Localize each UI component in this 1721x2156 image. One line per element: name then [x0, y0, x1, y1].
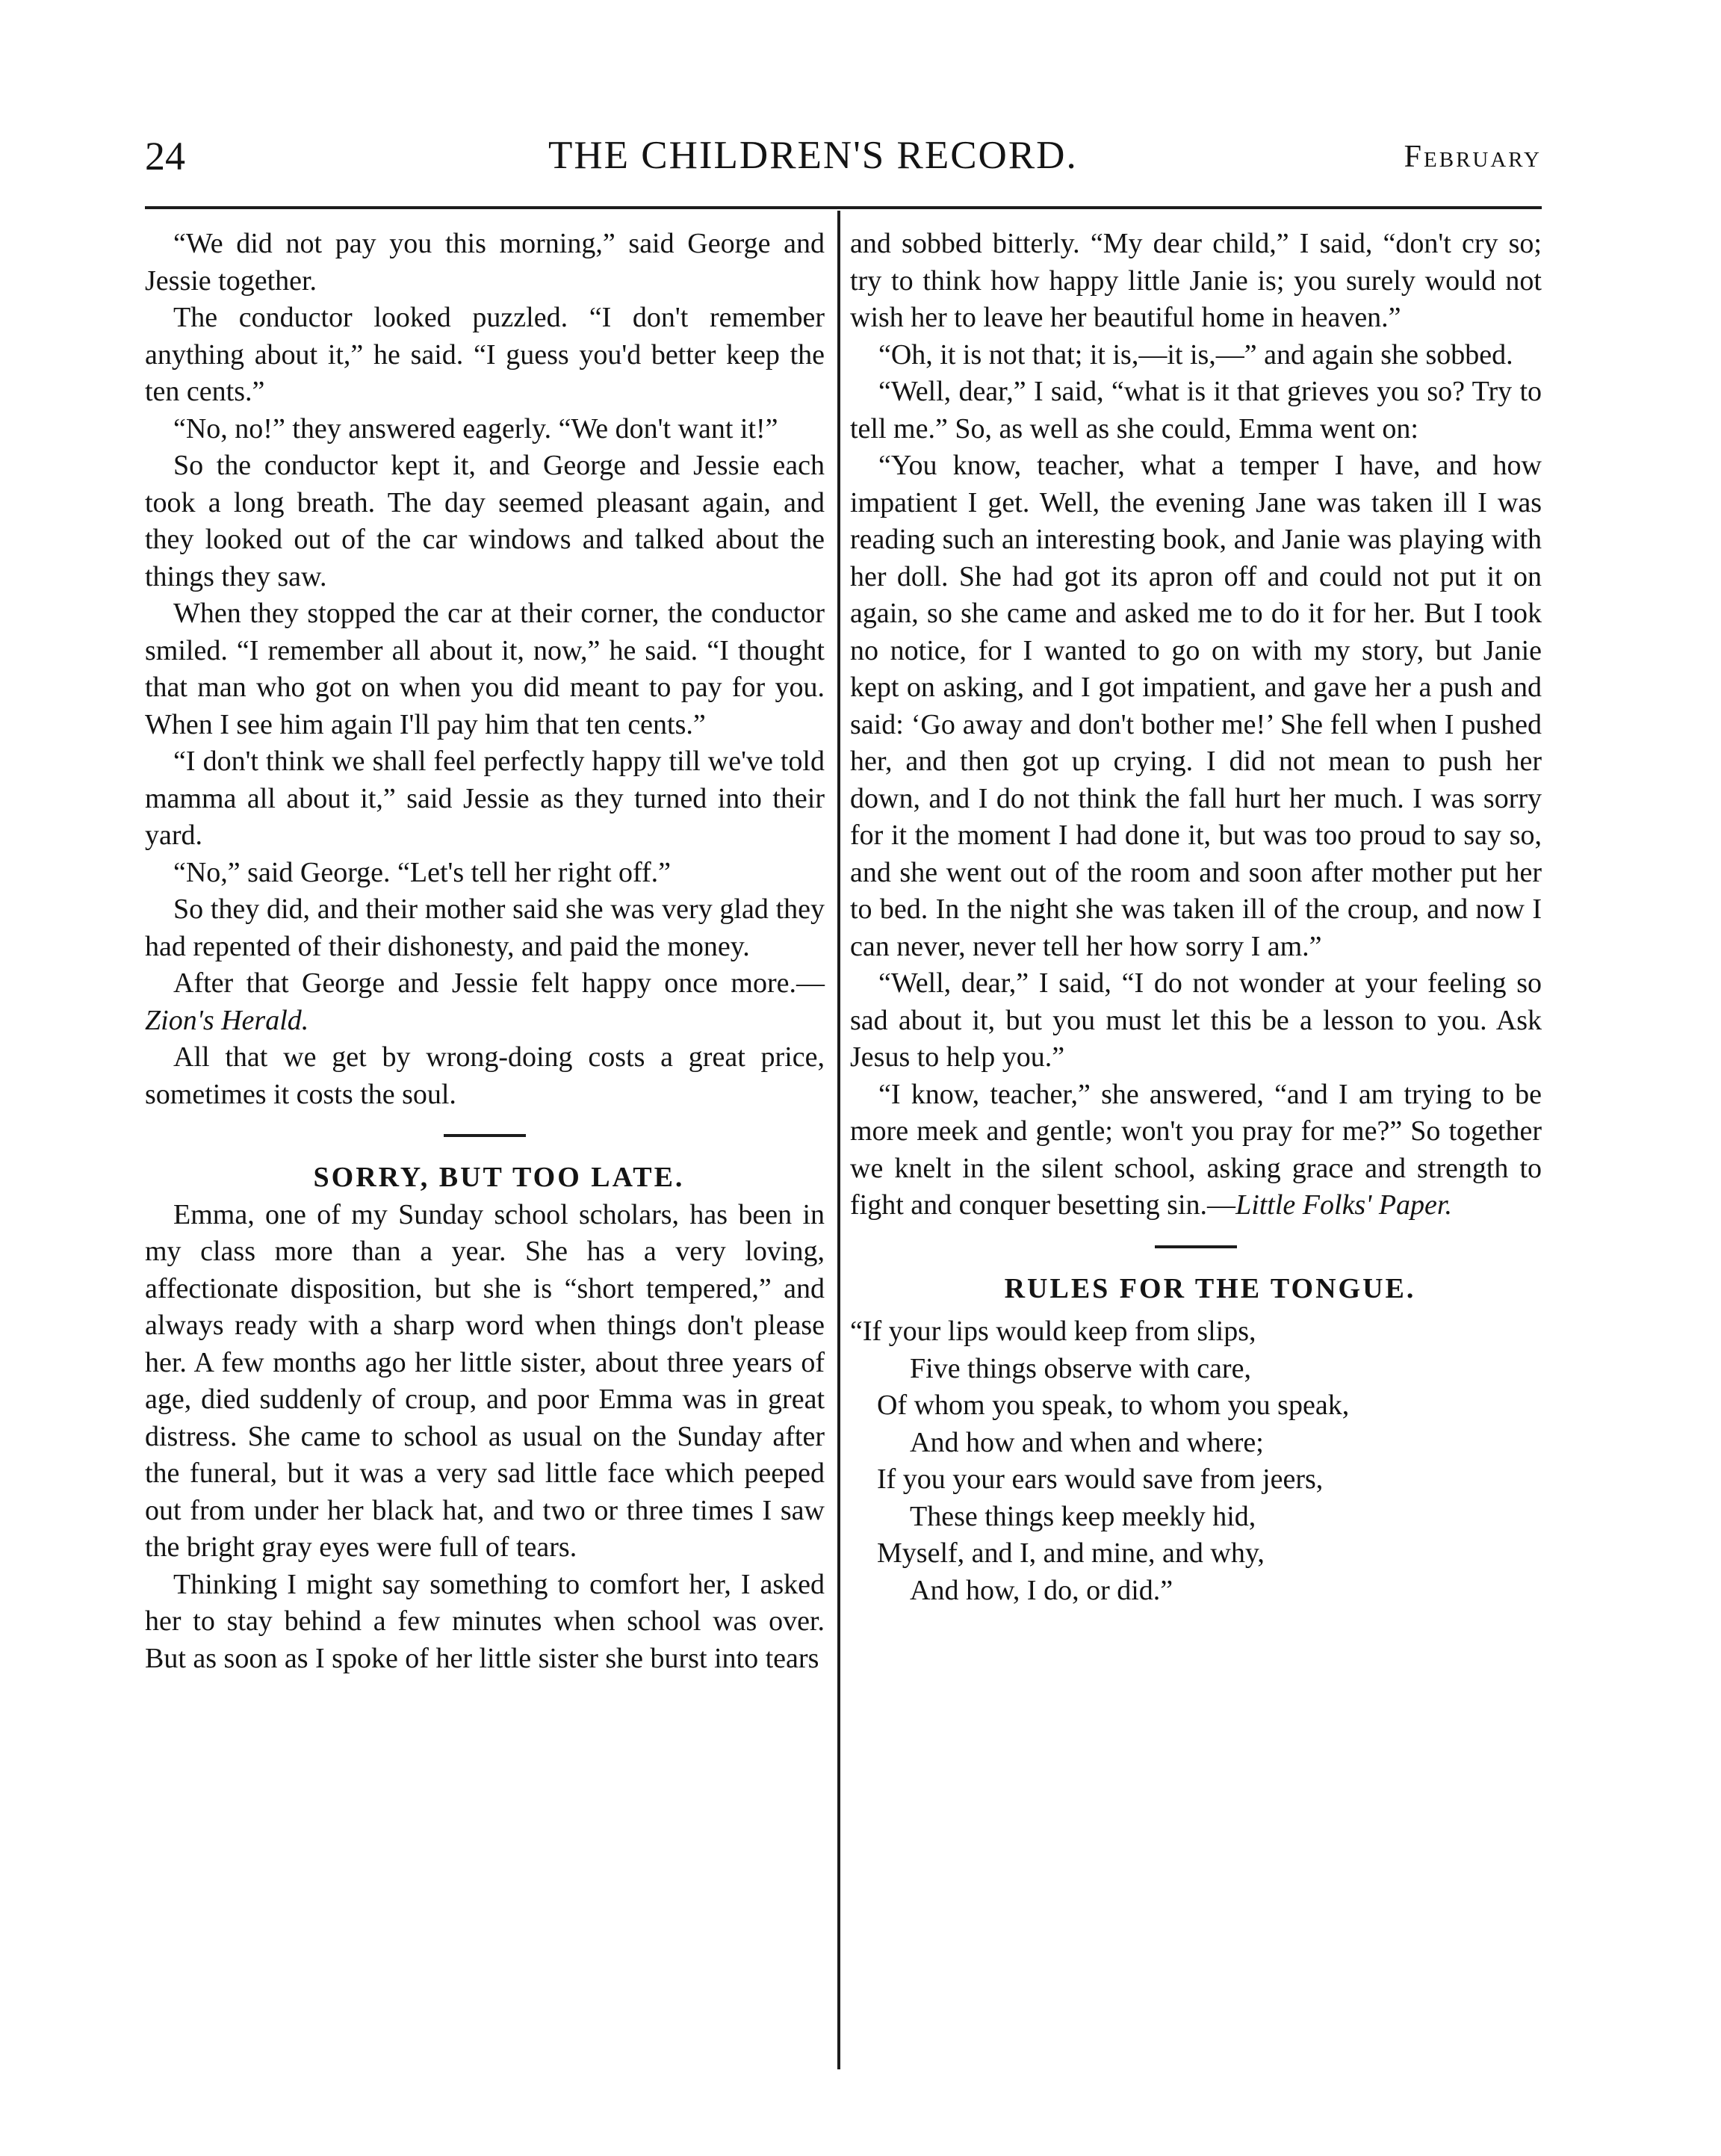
section-divider	[1155, 1245, 1237, 1248]
story-paragraph: “No,” said George. “Let's tell her right off.”	[173, 856, 671, 888]
page-header	[145, 133, 1542, 185]
poem	[850, 1313, 1542, 1609]
story-paragraph: “Oh, it is not that; it is,—it is,—” and again she sobbed.	[878, 338, 1513, 371]
story-paragraph: So they did, and their mother said she was very glad they had repented of their dishonesty, and paid the money.	[145, 893, 825, 962]
story-paragraph: The conductor looked puzzled. “I don't remember anything about it,” he said. “I guess you'd better keep the ten cents.”	[145, 302, 825, 407]
issue-month: February	[1404, 140, 1542, 174]
poem-line: Myself, and I, and mine, and why,	[877, 1537, 1265, 1569]
poem-line: These things keep meekly hid,	[910, 1500, 1256, 1532]
poem-line: And how and when and where;	[910, 1426, 1264, 1458]
poem-heading: RULES FOR THE TONGUE.	[1004, 1272, 1416, 1304]
poem-line: If you your ears would save from jeers,	[877, 1463, 1324, 1495]
story-paragraph	[145, 965, 825, 1039]
story-paragraph: “I don't think we shall feel perfectly happy till we've told mamma all about it,” said Jessie as they turned into their yard.	[145, 746, 825, 851]
story-paragraph: and sobbed bitterly. “My dear child,” I said, “don't cry so; try to think how happy little Janie is; you surely would not wish her to leave her beautiful home in heaven.”	[850, 228, 1542, 333]
story-paragraph: So the conductor kept it, and George and Jessie each took a long breath. The day seemed pleasant again, and they looked out of the car windows and talked about the things they saw.	[145, 450, 825, 592]
poem-line: Five things observe with care,	[910, 1352, 1251, 1384]
story-paragraph: Thinking I might say something to comfort her, I asked her to stay behind a few minutes when school was over. But as soon as I spoke of her little sister she burst into tears	[145, 1568, 825, 1674]
paragraph-text: After that George and Jessie felt happy once more.—	[173, 967, 825, 999]
poem-line: Of whom you speak, to whom you speak,	[877, 1390, 1350, 1421]
source-credit: Zion's Herald.	[145, 1004, 309, 1036]
paragraph-text: “I know, teacher,” she answered, “and I am trying to be more meek and gentle; won't you pray for me?” So together we knelt in the silent school, asking grace and strength to fight and conquer besetting sin.—	[850, 1078, 1542, 1221]
section-heading: SORRY, BUT TOO LATE.	[313, 1162, 685, 1193]
header-rule	[145, 206, 1542, 209]
column-divider	[837, 211, 840, 2069]
story-paragraph: “Well, dear,” I said, “what is it that grieves you so? Try to tell me.” So, as well as she could, Emma went on:	[850, 376, 1542, 444]
poem-line: “If your lips would keep from slips,	[850, 1316, 1256, 1347]
story-paragraph: Emma, one of my Sunday school scholars, has been in my class more than a year. She has a very loving, affectionate disposition, but she is “short tempered,” and always ready with a sharp word when things don't please her. A few months ago her little sister, about three years of age, died suddenly of croup, and poor Emma was in great distress. She came to school as usual on the Sunday after the funeral, but it was a very sad little face which peeped out from under her black hat, and two or three times I saw the bright gray eyes were full of tears.	[145, 1198, 825, 1563]
publication-title: THE CHILDREN'S RECORD.	[548, 134, 1078, 177]
source-credit: Little Folks' Paper.	[1235, 1189, 1452, 1221]
story-paragraph: “We did not pay you this morning,” said George and Jessie together.	[145, 228, 825, 297]
poem-line: And how, I do, or did.”	[910, 1574, 1173, 1606]
story-paragraph: “You know, teacher, what a temper I have, and how impatient I get. Well, the evening Jane was taken ill I was reading such an interesting book, and Janie was playing with her doll. She had got its apron off and could not put it on again, so she came and asked me to do it for her. But I took no notice, for I wanted to go on with my story, but Janie kept on asking, and I got impatient, and gave her a push and said: ‘Go away and don't bother me!’ She fell when I pushed her, and then got up crying. I did not mean to push her down, and I do not think the fall hurt her much. I was sorry for it the moment I had done it, but was too proud to say so, and she went out of the room and soon after mother put her to bed. In the night she was taken ill of the croup, and now I can never, never tell her how sorry I am.”	[850, 450, 1542, 962]
page-number: 24	[145, 134, 185, 179]
story-paragraph: When they stopped the car at their corner, the conductor smiled. “I remember all about it, now,” he said. “I thought that man who got on when you did meant to pay for you. When I see him again I'll pay him that ten cents.”	[145, 598, 825, 740]
right-column	[850, 226, 1542, 1609]
left-column	[145, 226, 825, 1677]
story-paragraph: “No, no!” they answered eagerly. “We don't want it!”	[173, 412, 778, 444]
section-divider	[444, 1134, 526, 1137]
story-paragraph: “Well, dear,” I said, “I do not wonder at your feeling so sad about it, but you must let this be a lesson to you. Ask Jesus to help you.”	[850, 967, 1542, 1073]
story-paragraph	[850, 1077, 1542, 1224]
story-paragraph: All that we get by wrong-doing costs a great price, sometimes it costs the soul.	[145, 1041, 825, 1110]
